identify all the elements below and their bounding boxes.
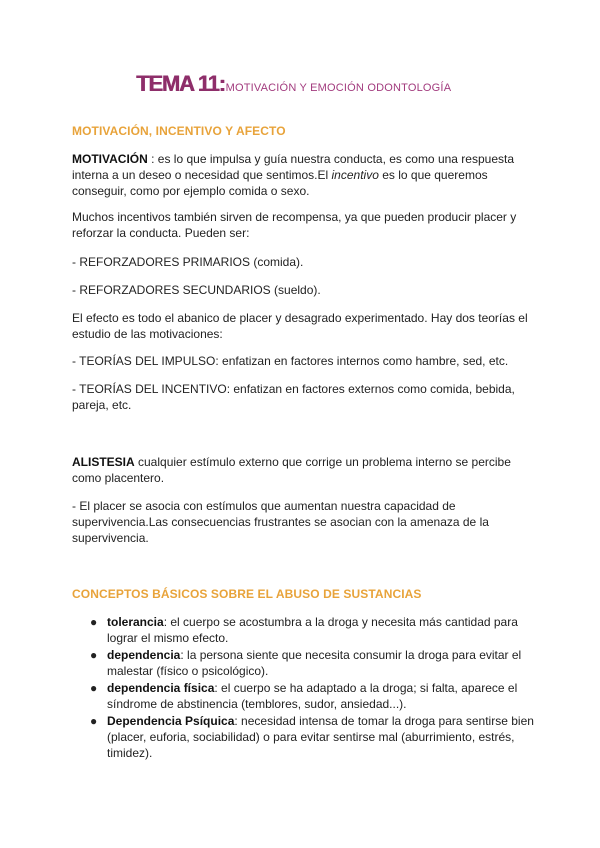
list-item bbox=[90, 614, 535, 646]
paragraph-efecto: El efecto es todo el abanico de placer y desagrado experimentado. Hay dos teorías el estudio de las motivaciones: bbox=[72, 311, 528, 341]
item-text: : el cuerpo se acostumbra a la droga y necesita más cantidad para lograr el mismo efecto. bbox=[107, 615, 518, 645]
paragraph-placer: - El placer se asocia con estímulos que aumentan nuestra capacidad de supervivencia.Las consecuencias frustrantes se asocian con la amenaza de la supervivencia. bbox=[72, 499, 489, 545]
paragraph-reforzadores-primarios: - REFORZADORES PRIMARIOS (comida). bbox=[72, 255, 304, 269]
bullet-icon: ● bbox=[90, 615, 98, 629]
term-incentivo: incentivo bbox=[331, 168, 379, 182]
list-item bbox=[90, 713, 535, 761]
concepts-list bbox=[90, 614, 535, 762]
term-motivacion: MOTIVACIÓN bbox=[72, 152, 148, 166]
item-text: : el cuerpo se ha adaptado a la droga; si falta, aparece el síndrome de abstinencia (temblores, sudor, ansiedad...). bbox=[107, 681, 518, 711]
paragraph-reforzadores-secundarios: - REFORZADORES SECUNDARIOS (sueldo). bbox=[72, 283, 321, 297]
paragraph-incentivos: Muchos incentivos también sirven de recompensa, ya que pueden producir placer y reforzar la conducta. Pueden ser: bbox=[72, 210, 517, 240]
item-text: : necesidad intensa de tomar la droga para sentirse bien (placer, euforia, sociabilidad) o para evitar sentirse mal (aburrimiento, estrés, timidez). bbox=[107, 714, 534, 760]
title-sub: MOTIVACIÓN Y EMOCIÓN ODONTOLOGÍA bbox=[225, 82, 452, 94]
item-text: : la persona siente que necesita consumir la droga para evitar el malestar (físico o psicológico). bbox=[107, 648, 522, 678]
alistesia-text: cualquier estímulo externo que corrige un problema interno se percibe como placentero. bbox=[72, 455, 511, 485]
bullet-icon: ● bbox=[90, 714, 98, 728]
term-dependencia-fisica: dependencia física bbox=[107, 681, 215, 695]
term-alistesia: ALISTESIA bbox=[72, 455, 135, 469]
paragraph-teorias-impulso: - TEORÍAS DEL IMPULSO: enfatizan en factores internos como hambre, sed, etc. bbox=[72, 354, 509, 368]
list-item bbox=[90, 647, 535, 679]
list-item bbox=[90, 680, 535, 712]
section-heading-abuso: CONCEPTOS BÁSICOS SOBRE EL ABUSO DE SUSTANCIAS bbox=[72, 587, 422, 601]
paragraph-motivacion bbox=[72, 151, 532, 199]
term-tolerancia: tolerancia bbox=[107, 615, 164, 629]
title-main: TEMA 11: bbox=[136, 71, 225, 96]
section-heading-motivacion: MOTIVACIÓN, INCENTIVO Y AFECTO bbox=[72, 124, 286, 138]
motivacion-text-a: : es lo que impulsa y guía nuestra conducta, es como una respuesta interna a un deseo o necesidad que sentimos.El bbox=[72, 152, 514, 182]
paragraph-teorias-incentivo: - TEORÍAS DEL INCENTIVO: enfatizan en factores externos como comida, bebida, pareja, etc. bbox=[72, 382, 515, 412]
motivacion-text-b: es lo que queremos conseguir, como por ejemplo comida o sexo. bbox=[72, 168, 488, 198]
bullet-icon: ● bbox=[90, 681, 98, 695]
term-dependencia: dependencia bbox=[107, 648, 181, 662]
bullet-icon: ● bbox=[90, 648, 98, 662]
term-dependencia-psiquica: Dependencia Psíquica bbox=[107, 714, 235, 728]
document-title bbox=[136, 71, 452, 96]
paragraph-alistesia bbox=[72, 454, 532, 486]
